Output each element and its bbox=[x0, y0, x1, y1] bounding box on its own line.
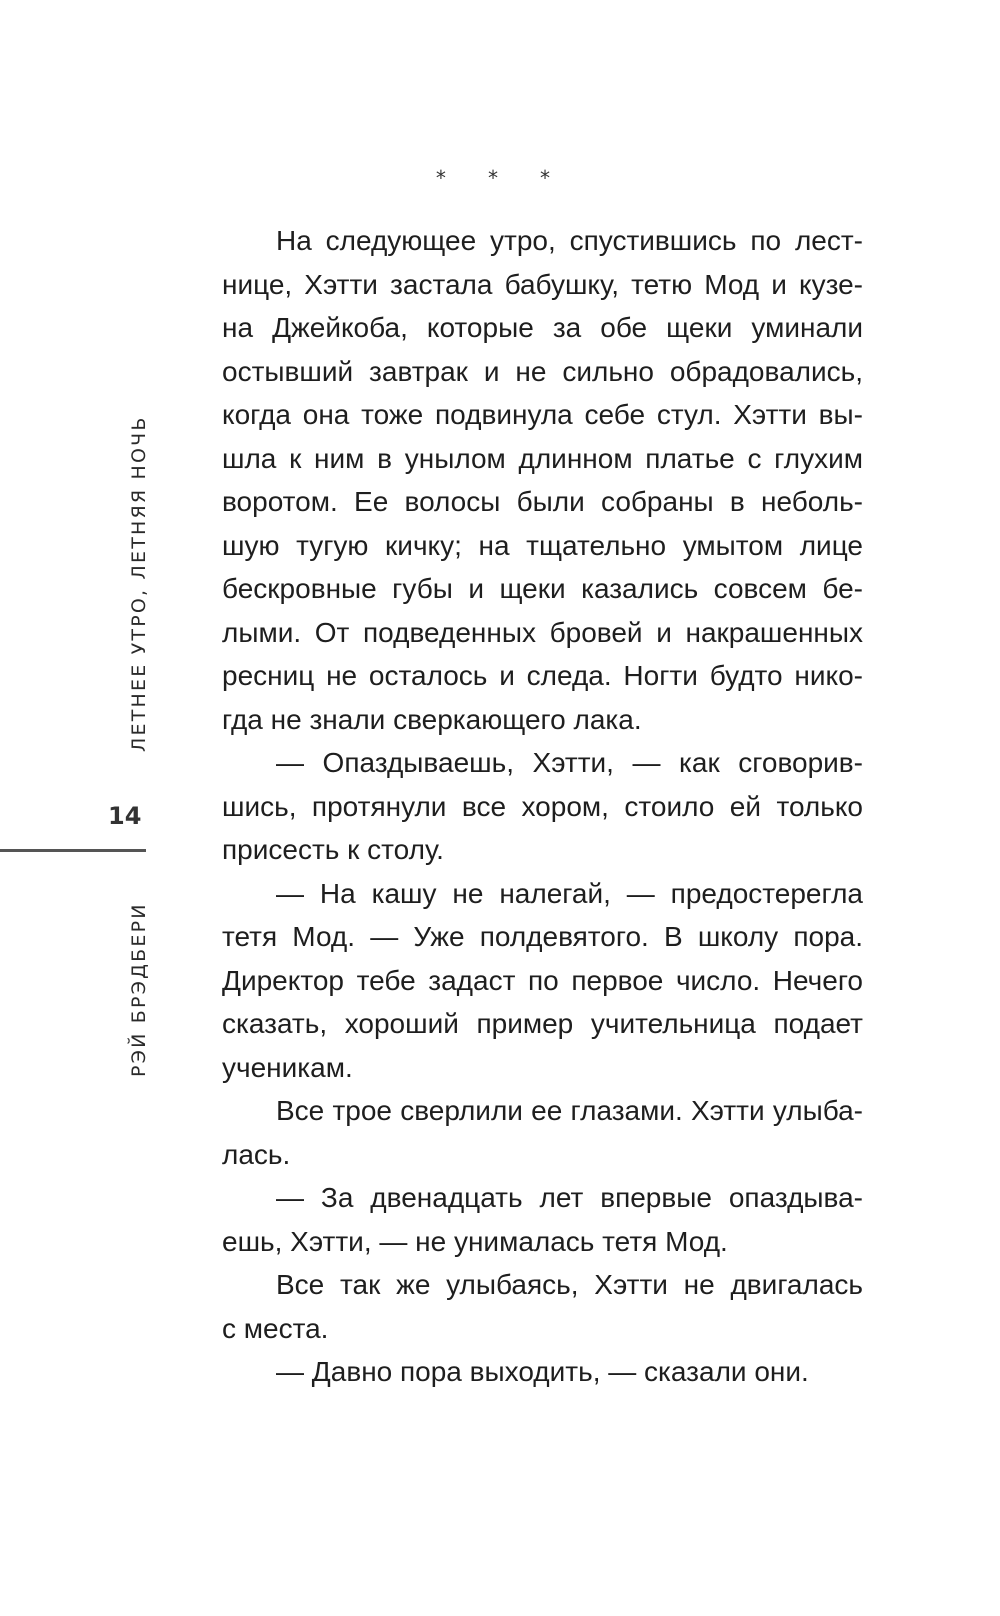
text-line: тетя Мод. — Уже полдевятого. В школу пора. bbox=[222, 921, 863, 952]
text-line: лыми. От подведенных бровей и накрашенных bbox=[222, 616, 863, 648]
text-line: шла к ним в унылом длинном платье с глухим bbox=[222, 442, 863, 474]
text-line: — За двенадцать лет впервые опаздыва- bbox=[276, 1182, 863, 1213]
sidebar-rule bbox=[0, 849, 146, 852]
text-line: На следующее утро, спустившись по лест- bbox=[276, 225, 863, 256]
body-text bbox=[222, 219, 863, 1394]
running-head-author: РЭЙ БРЭДБЕРИ bbox=[128, 902, 150, 1077]
text-line: гда не знали сверкающего лака. bbox=[222, 703, 642, 735]
text-line: — Опаздываешь, Хэтти, — как сговорив- bbox=[276, 747, 863, 778]
text-line: Все трое сверлили ее глазами. Хэтти улыба- bbox=[276, 1095, 863, 1126]
text-line: шую тугую кичку; на тщательно умытом лице bbox=[222, 529, 863, 561]
text-line: когда она тоже подвинула себе стул. Хэтти вы- bbox=[222, 399, 863, 430]
text-line: лась. bbox=[222, 1138, 291, 1170]
text-line: Все так же улыбаясь, Хэтти не двигалась bbox=[276, 1269, 863, 1300]
text-line: воротом. Ее волосы были собраны в неболь- bbox=[222, 486, 863, 517]
text-line: — Давно пора выходить, — сказали они. bbox=[276, 1356, 809, 1387]
text-line: нице, Хэтти застала бабушку, тетю Мод и кузе- bbox=[222, 268, 863, 300]
text-line: на Джейкоба, которые за обе щеки уминали bbox=[222, 312, 863, 343]
page-number: 14 bbox=[108, 802, 142, 830]
section-separator: * * * bbox=[434, 166, 566, 190]
text-line: сказать, хороший пример учительница подает bbox=[222, 1008, 863, 1039]
text-line: — На кашу не налегай, — предостерегла bbox=[276, 877, 863, 909]
text-line: остывший завтрак и не сильно обрадовались, bbox=[222, 355, 863, 387]
running-head-title: ЛЕТНЕЕ УТРО, ЛЕТНЯЯ НОЧЬ bbox=[128, 415, 150, 752]
text-line: присесть к столу. bbox=[222, 834, 444, 865]
text-line: шись, протянули все хором, стоило ей только bbox=[222, 790, 863, 822]
text-line: ученикам. bbox=[222, 1051, 353, 1083]
text-line: Директор тебе задаст по первое число. Нечего bbox=[222, 964, 863, 996]
text-line: с места. bbox=[222, 1312, 329, 1344]
text-line: ресниц не осталось и следа. Ногти будто нико- bbox=[222, 660, 863, 691]
text-line: ешь, Хэтти, — не унималась тетя Мод. bbox=[222, 1225, 728, 1257]
text-line: бескровные губы и щеки казались совсем бе- bbox=[222, 573, 863, 604]
page-sidebar bbox=[0, 0, 150, 1616]
